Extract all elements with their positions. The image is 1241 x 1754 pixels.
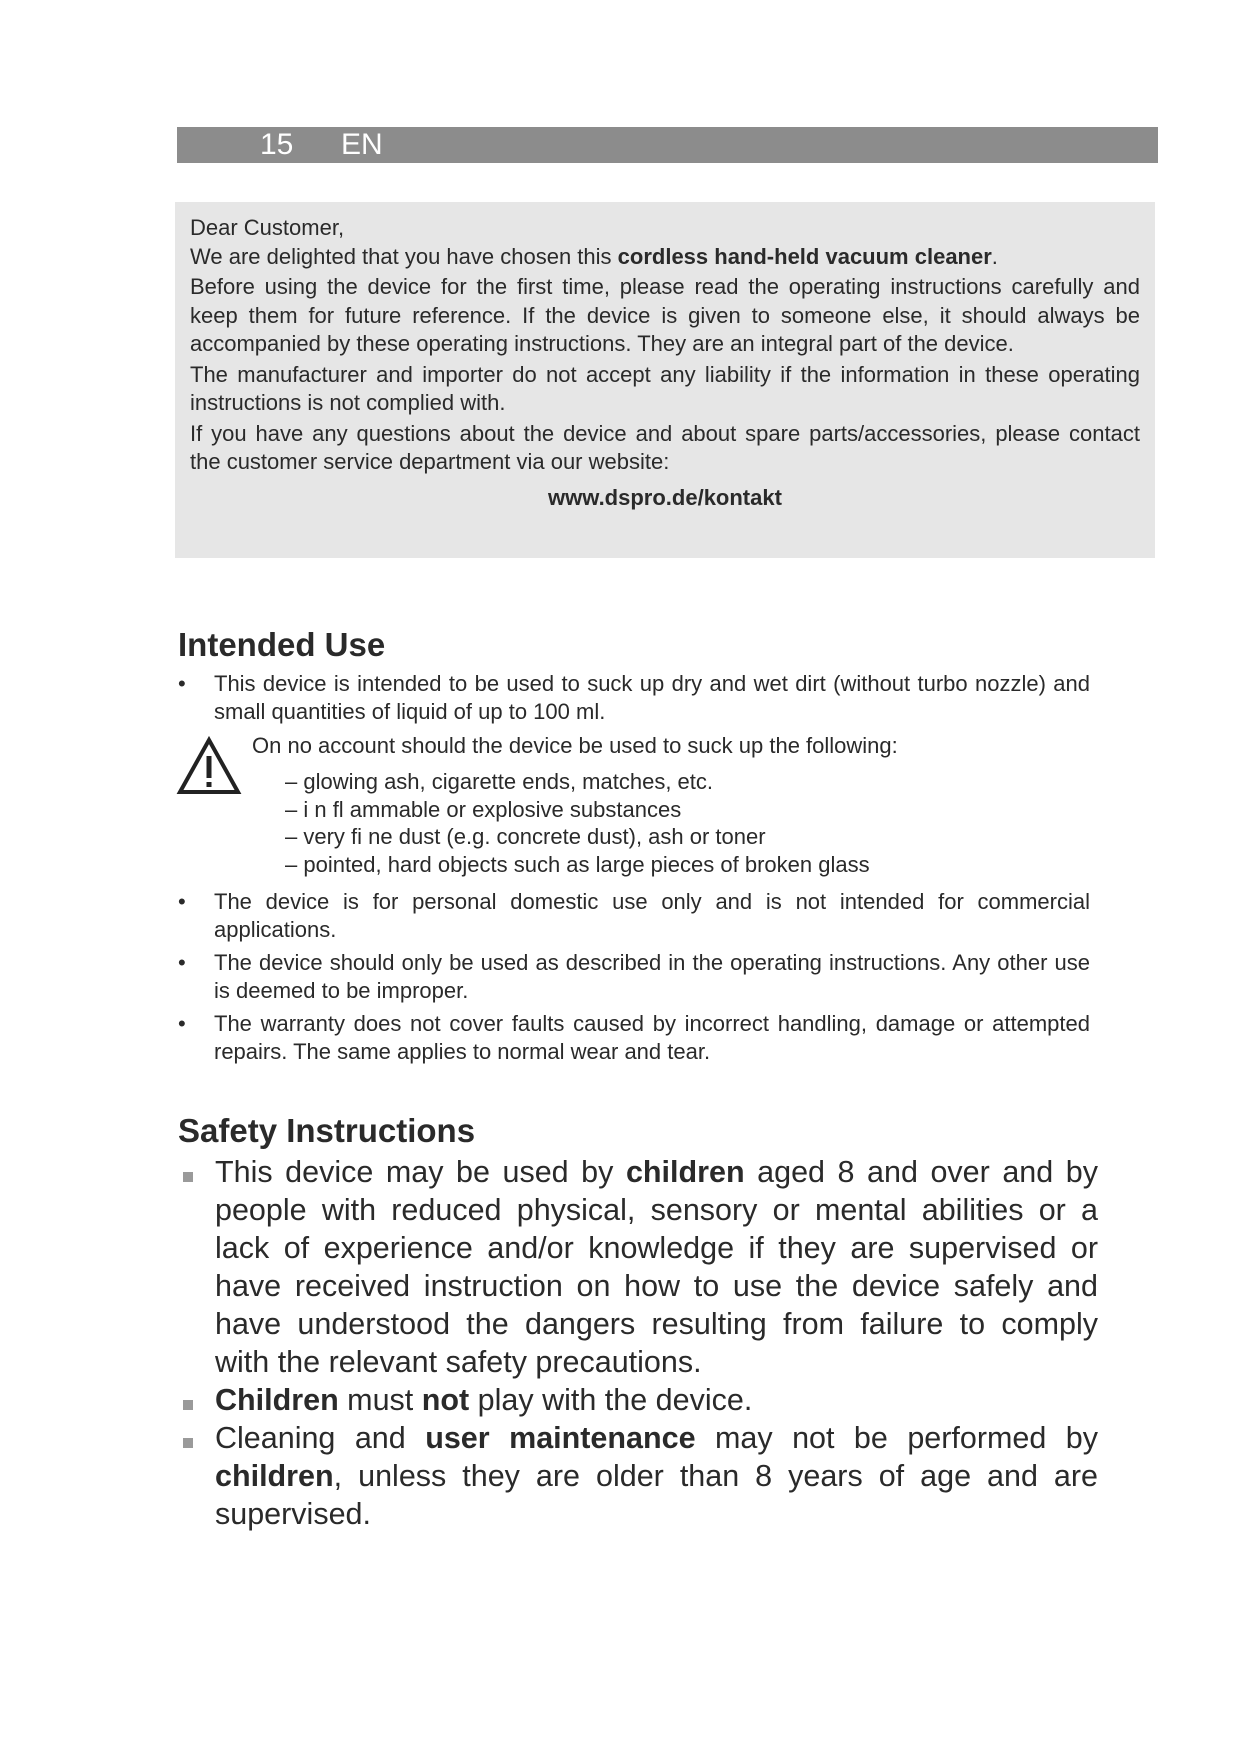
intro-para1: Before using the device for the first time, please read the operating instructions carefully and keep them for future reference. If the device is given to someone else, it should always be accompanied by these operating instructions. They are an integral part of the device. [190,274,1140,356]
list-item: • This device is intended to be used to suck up dry and wet dirt (without turbo nozzle) and small quantities of liquid of up to 100 ml. [178,671,1090,724]
prohibited-item: – i n fl ammable or explosive substances [285,796,682,822]
intended-use-item-2 [178,888,1090,943]
bullet: • [178,889,186,914]
intended-use-item-1 [178,670,1090,725]
bullet: • [178,1011,186,1036]
customer-intro-box [175,202,1155,558]
prohibited-list [285,768,870,878]
intro-para2: The manufacturer and importer do not accept any liability if the information in these operating instructions is not complied with. [190,361,1140,415]
bullet: • [178,950,186,975]
list-item: • The device should only be used as described in the operating instructions. Any other use is deemed to be improper. [178,950,1090,1003]
contact-url: www.dspro.de/kontakt [548,484,782,510]
intro-line1: We are delighted that you have chosen this cordless hand-held vacuum cleaner. [190,244,998,269]
prohibited-item: – very fi ne dust (e.g. concrete dust), ash or toner [285,824,766,849]
warning-intro: On no account should the device be used to suck up the following: [252,733,898,758]
page-number: 15 [260,128,294,161]
safety-list [178,1153,1098,1533]
prohibited-item: – pointed, hard objects such as large pieces of broken glass [285,851,870,877]
warning-triangle-icon [176,736,242,796]
intended-use-heading: Intended Use [178,626,386,663]
prohibited-item: – glowing ash, cigarette ends, matches, etc. [285,769,714,794]
language-code: EN [341,128,383,161]
safety-item-1: This device may be used by children aged 8 and over and by people with reduced physical, sensory or mental abilities or a lack of experience and/or knowledge if they are supervised or have received instruction on how to use the device safely and have understood the dangers resulting from failure to comply with the relevant safety precautions. [178,1153,1098,1381]
intended-use-item-3 [178,949,1090,1004]
square-bullet-icon [183,1400,193,1410]
safety-instructions-heading: Safety Instructions [178,1112,476,1149]
intro-greeting: Dear Customer, [190,215,345,240]
bullet: • [178,671,186,696]
list-item: • The warranty does not cover faults caused by incorrect handling, damage or attempted repairs. The same applies to normal wear and tear. [178,1011,1090,1064]
list-item: • The device is for personal domestic use only and is not intended for commercial applications. [178,889,1090,942]
product-name: cordless hand-held vacuum cleaner [617,244,992,269]
safety-item-2: Children must not play with the device. [178,1381,1098,1419]
intended-use-item-4 [178,1010,1090,1065]
safety-item-3: Cleaning and user maintenance may not be performed by children, unless they are older than 8 years of age and are supervised. [178,1419,1098,1533]
page-header-bar [177,127,1158,163]
square-bullet-icon [183,1438,193,1448]
square-bullet-icon [183,1172,193,1182]
intro-para3: If you have any questions about the device and about spare parts/accessories, please contact the customer service department via our website: [190,420,1140,474]
